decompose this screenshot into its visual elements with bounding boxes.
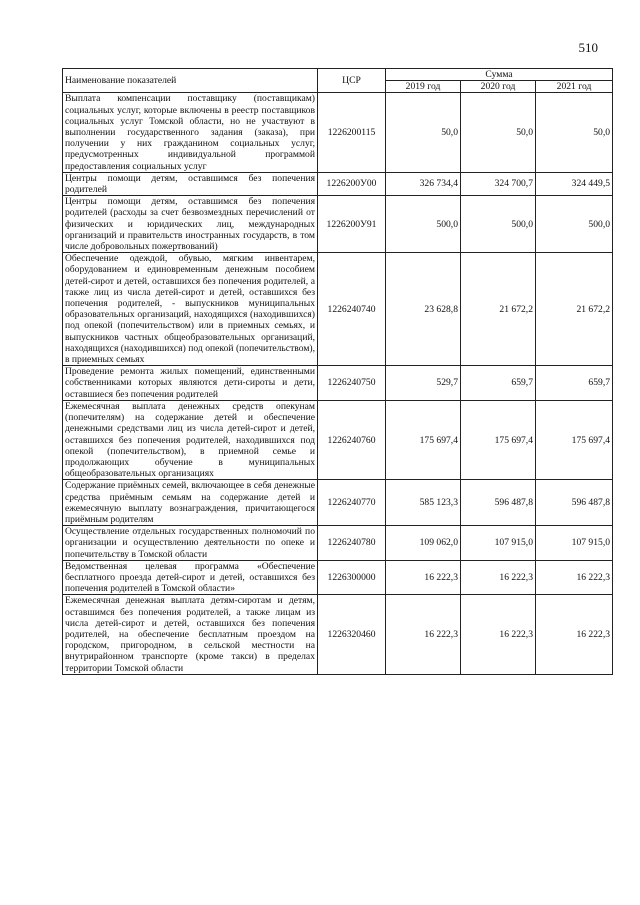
- row-csr: 1226200У91: [318, 196, 386, 253]
- row-value-2019: 23 628,8: [386, 253, 461, 366]
- row-csr: 1226200У00: [318, 172, 386, 195]
- row-csr: 1226240780: [318, 526, 386, 561]
- row-name: Осуществление отдельных государственных полномочий по организации и осуществлению деятельности по опеке и попечительству в Томской области: [63, 526, 318, 561]
- row-name: Ежемесячная денежная выплата детям-сиротам и детям, оставшимся без попечения родителей, а также лицам из числа детей-сирот и детей, оставшихся без попечения родителей, на обеспечение бесплатным проездом на городском, пригородном, в сельской местности на внутрирайонном транспорте (кроме такси) в пределах территории Томской области: [63, 595, 318, 674]
- header-sum: Сумма: [386, 69, 613, 81]
- row-name: Ежемесячная выплата денежных средств опекунам (попечителям) на содержание детей и обеспечение денежными средствами лиц из числа детей-сирот и детей, оставшихся без попечения родителей, находившихся под опекой (попечительством), в приемной семье и продолжающих обучение в муниципальных общеобразовательных организациях: [63, 400, 318, 479]
- header-row: [63, 69, 613, 81]
- row-value-2020: 324 700,7: [461, 172, 536, 195]
- row-csr: 1226200115: [318, 93, 386, 172]
- row-value-2019: 175 697,4: [386, 400, 461, 479]
- row-value-2021: 107 915,0: [536, 526, 613, 561]
- row-value-2021: 175 697,4: [536, 400, 613, 479]
- row-name: Центры помощи детям, оставшимся без попечения родителей: [63, 172, 318, 195]
- table-row: [63, 400, 613, 479]
- row-csr: 1226320460: [318, 595, 386, 674]
- row-csr: 1226240740: [318, 253, 386, 366]
- row-name: Проведение ремонта жилых помещений, единственными собственниками которых являются дети-сироты и дети, оставшиеся без попечения родителей: [63, 366, 318, 401]
- row-csr: 1226300000: [318, 560, 386, 595]
- row-value-2019: 109 062,0: [386, 526, 461, 561]
- row-value-2021: 596 487,8: [536, 480, 613, 526]
- table-row: [63, 366, 613, 401]
- row-value-2019: 326 734,4: [386, 172, 461, 195]
- table-row: [63, 196, 613, 253]
- row-value-2020: 16 222,3: [461, 560, 536, 595]
- row-value-2019: 500,0: [386, 196, 461, 253]
- header-year-2020: 2020 год: [461, 81, 536, 93]
- row-value-2021: 500,0: [536, 196, 613, 253]
- row-value-2019: 16 222,3: [386, 560, 461, 595]
- table-row: [63, 595, 613, 674]
- table-row: [63, 480, 613, 526]
- row-name: Центры помощи детям, оставшимся без попечения родителей (расходы за счет безвозмездных перечислений от физических и юридических лиц, международных организаций и правительств иностранных государств, в том числе добровольных пожертвований): [63, 196, 318, 253]
- row-value-2020: 500,0: [461, 196, 536, 253]
- header-year-2019: 2019 год: [386, 81, 461, 93]
- row-csr: 1226240750: [318, 366, 386, 401]
- row-value-2019: 529,7: [386, 366, 461, 401]
- row-value-2021: 324 449,5: [536, 172, 613, 195]
- table-row: [63, 253, 613, 366]
- row-value-2021: 50,0: [536, 93, 613, 172]
- row-value-2020: 21 672,2: [461, 253, 536, 366]
- header-name: Наименование показателей: [63, 69, 318, 93]
- row-value-2020: 50,0: [461, 93, 536, 172]
- row-value-2021: 16 222,3: [536, 595, 613, 674]
- table-row: [63, 93, 613, 172]
- row-value-2020: 175 697,4: [461, 400, 536, 479]
- row-value-2021: 21 672,2: [536, 253, 613, 366]
- row-name: Выплата компенсации поставщику (поставщикам) социальных услуг, которые включены в реестр поставщиков социальных услуг Томской области, но не участвуют в выполнении государственного задания (заказа), при получении у них гражданином социальных услуг, предусмотренных индивидуальной программой предоставления социальных услуг: [63, 93, 318, 172]
- row-value-2020: 659,7: [461, 366, 536, 401]
- row-csr: 1226240760: [318, 400, 386, 479]
- row-value-2020: 107 915,0: [461, 526, 536, 561]
- header-year-2021: 2021 год: [536, 81, 613, 93]
- row-value-2020: 16 222,3: [461, 595, 536, 674]
- row-csr: 1226240770: [318, 480, 386, 526]
- page-number: 510: [578, 40, 598, 55]
- row-value-2021: 659,7: [536, 366, 613, 401]
- header-csr: ЦСР: [318, 69, 386, 93]
- row-value-2019: 50,0: [386, 93, 461, 172]
- table-row: [63, 560, 613, 595]
- row-value-2019: 16 222,3: [386, 595, 461, 674]
- row-name: Содержание приёмных семей, включающее в себя денежные средства приёмным семьям на содержание детей и ежемесячную выплату вознаграждения, причитающегося приёмным родителям: [63, 480, 318, 526]
- row-name: Ведомственная целевая программа «Обеспечение бесплатного проезда детей-сирот и детей, оставшихся без попечения родителей в Томской области»: [63, 560, 318, 595]
- row-name: Обеспечение одеждой, обувью, мягким инвентарем, оборудованием и единовременным денежным пособием детей-сирот и детей, оставшихся без попечения родителей, а также лиц из числа детей-сирот и детей, оставшихся без попечения родителей, - выпускников муниципальных образовательных организаций, находящихся (находившихся) под опекой (попечительством) или в приемных семьях, и выпускников частных общеобразовательных организаций, находящихся (находившихся) под опекой (попечительством), в приемных семьях: [63, 253, 318, 366]
- row-value-2019: 585 123,3: [386, 480, 461, 526]
- row-value-2021: 16 222,3: [536, 560, 613, 595]
- budget-table: [62, 68, 613, 675]
- row-value-2020: 596 487,8: [461, 480, 536, 526]
- table-row: [63, 172, 613, 195]
- table-row: [63, 526, 613, 561]
